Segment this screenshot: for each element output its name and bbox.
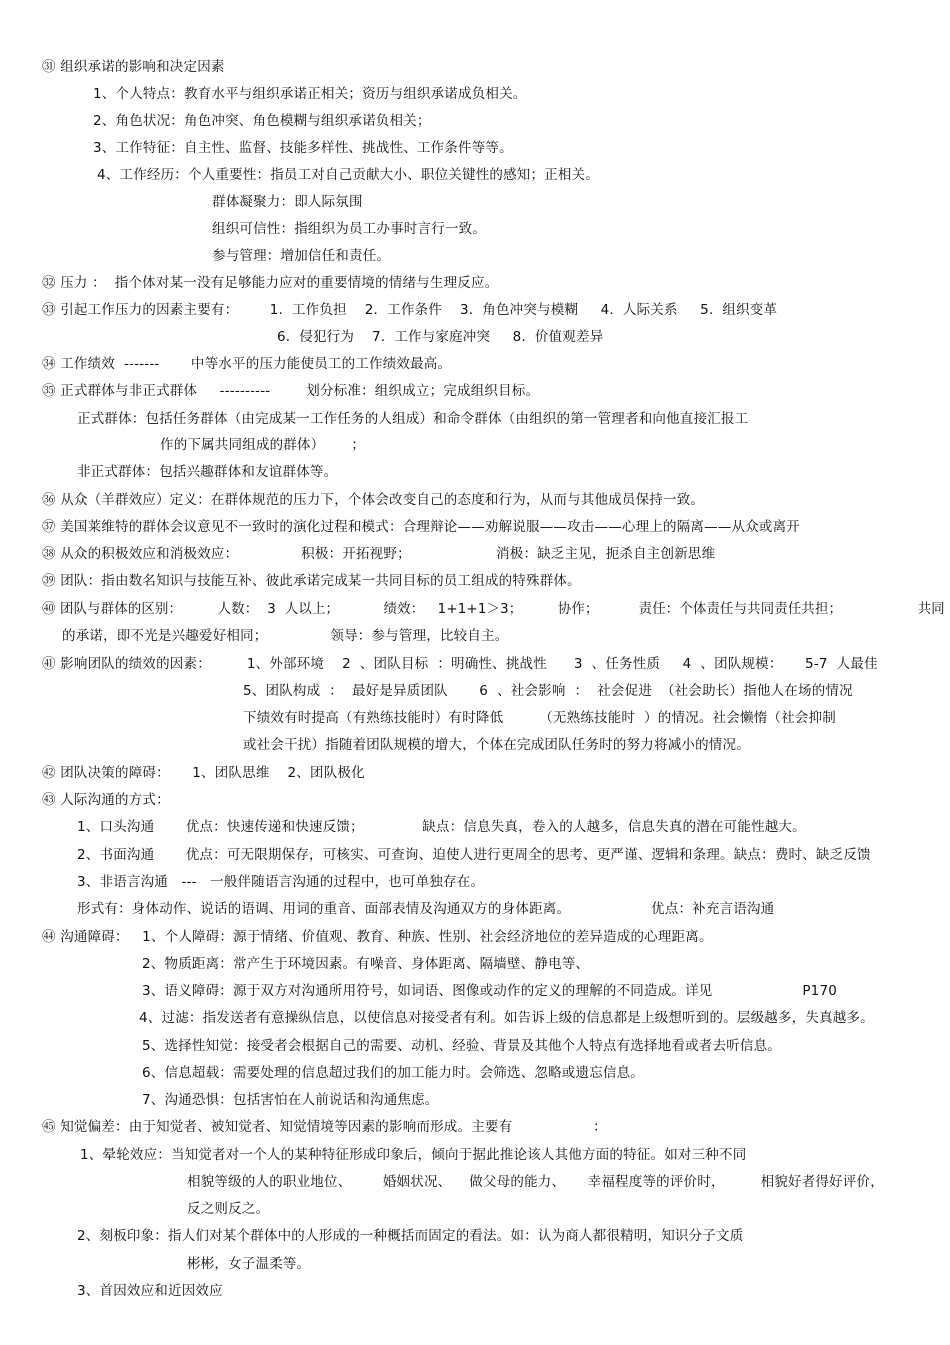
text-line: ㊳ 从众的积极效应和消极效应： 积极：开拓视野； 消极：缺乏主见，扼杀自主创新思维 xyxy=(42,546,716,562)
text-line: ㊷ 团队决策的障碍： 1、团队思维 2、团队极化 xyxy=(42,765,365,781)
text-line: 组织可信性：指组织为员工办事时言行一致。 xyxy=(212,221,486,237)
text-line: 3、首因效应和近因效应 xyxy=(77,1283,223,1299)
text-line: 的承诺，即不光是兴趣爱好相同； 领导：参与管理，比较自主。 xyxy=(62,628,509,644)
text-line: ㊹ 沟通障碍： 1、个人障碍：源于情绪、价值观、教育、种族、性别、社会经济地位的差异造成的心理距离。 xyxy=(42,929,713,945)
text-line: ㉝ 引起工作压力的因素主要有： 1. 工作负担 2．工作条件 3. 角色冲突与模糊 4. 人际关系 5. 组织变革 xyxy=(42,302,778,318)
text-line: 2、刻板印象：指人们对某个群体中的人形成的一种概括而固定的看法。如：认为商人都很精明，知识分子文质 xyxy=(77,1228,744,1244)
text-line: ㊵ 团队与群体的区别： 人数： 3 人以上； 绩效： 1+1+1＞3； 协作； 责任：个体责任与共同责任共担； 共同 xyxy=(42,601,945,617)
text-line: 4、过滤：指发送者有意操纵信息，以使信息对接受者有利。如告诉上级的信息都是上级想听到的。层级越多，失真越多。 xyxy=(139,1010,874,1026)
text-line: 1、口头沟通 优点：快速传递和快速反馈； 缺点：信息失真，卷入的人越多，信息失真的潜在可能性越大。 xyxy=(77,819,806,835)
text-line: 4、工作经历：个人重要性：指员工对自己贡献大小、职位关键性的感知；正相关。 xyxy=(97,167,599,183)
text-line: ㊸ 人际沟通的方式： xyxy=(42,792,170,808)
text-line: 2、书面沟通 优点：可无限期保存，可核实、可查询、迫使人进行更周全的思考、更严谨、逻辑和条理。缺点：费时、缺乏反馈 xyxy=(77,847,871,863)
text-line: ㊱ 从众（羊群效应）定义：在群体规范的压力下，个体会改变自己的态度和行为，从而与其他成员保持一致。 xyxy=(42,492,705,508)
text-line: 1、晕轮效应：当知觉者对一个人的某种特征形成印象后，倾向于据此推论该人其他方面的特征。如对三种不同 xyxy=(80,1147,747,1163)
text-line: ㉜ 压力 ： 指个体对某一没有足够能力应对的重要情境的情绪与生理反应。 xyxy=(42,275,499,291)
text-line: 作的下属共同组成的群体） ； xyxy=(160,437,366,453)
text-line: 2、角色状况：角色冲突、角色模糊与组织承诺负相关； xyxy=(93,113,431,129)
text-line: 相貌等级的人的职业地位、 婚姻状况、 做父母的能力、 幸福程度等的评价时， 相貌好者得好评价， xyxy=(187,1174,884,1190)
text-line: ㉟ 正式群体与非正式群体 ---------- 划分标准：组织成立；完成组织目标。 xyxy=(42,383,540,399)
text-line: ㉞ 工作绩效 ------- 中等水平的压力能使员工的工作绩效最高。 xyxy=(42,356,452,372)
text-line: 群体凝聚力：即人际氛围 xyxy=(212,194,363,210)
text-line: ㉛ 组织承诺的影响和决定因素 xyxy=(42,59,225,75)
text-line: 正式群体：包括任务群体（由完成某一工作任务的人组成）和命令群体（由组织的第一管理者和向他直接汇报工 xyxy=(77,411,749,427)
text-line: 1、个人特点：教育水平与组织承诺正相关；资历与组织承诺成负相关。 xyxy=(93,86,527,102)
text-line: ㊲ 美国莱维特的群体会议意见不一致时的演化过程和模式：合理辩论——劝解说服——攻击——心理上的隔离——从众或离开 xyxy=(42,519,800,535)
text-line: 下绩效有时提高（有熟练技能时）有时降低 （无熟练技能时 ）的情况。社会懒惰（社会抑制 xyxy=(243,710,836,726)
text-line: 5、选择性知觉：接受者会根据自己的需要、动机、经验、背景及其他个人特点有选择地看或者去听信息。 xyxy=(142,1038,781,1054)
text-line: ㊴ 团队：指由数名知识与技能互补、彼此承诺完成某一共同目标的员工组成的特殊群体。 xyxy=(42,573,581,589)
text-line: 5、团队构成 ： 最好是异质团队 6 、社会影响 ： 社会促进 （社会助长）指他人在场的情况 xyxy=(243,683,853,699)
text-line: 形式有：身体动作、说话的语调、用词的重音、面部表情及沟通双方的身体距离。 优点：补充言语沟通 xyxy=(77,901,775,917)
text-line: 6、信息超载：需要处理的信息超过我们的加工能力时。会筛选、忽略或遗忘信息。 xyxy=(142,1065,644,1081)
text-line: 2、物质距离：常产生于环境因素。有噪音、身体距离、隔墙壁、静电等、 xyxy=(142,956,590,972)
text-line: ㊶ 影响团队的绩效的因素： 1、外部环境 2 、团队目标 ：明确性、挑战性 3 、任务性质 4 、团队规模： 5-7 人最佳 xyxy=(42,656,878,672)
text-line: 3、非语言沟通 --- 一般伴随语言沟通的过程中，也可单独存在。 xyxy=(77,874,485,890)
text-line: 3、工作特征：自主性、监督、技能多样性、挑战性、工作条件等等。 xyxy=(93,140,513,156)
text-line: 反之则反之。 xyxy=(187,1201,270,1217)
text-line: 或社会干扰）指随着团队规模的增大，个体在完成团队任务时的努力将减小的情况。 xyxy=(243,737,750,753)
text-line: 参与管理：增加信任和责任。 xyxy=(212,248,391,264)
text-line: 7、沟通恐惧：包括害怕在人前说话和沟通焦虑。 xyxy=(142,1092,439,1108)
text-line: 彬彬，女子温柔等。 xyxy=(187,1256,311,1272)
text-line: 6. 侵犯行为 7. 工作与家庭冲突 8. 价值观差异 xyxy=(277,329,604,345)
text-line: ㊺ 知觉偏差：由于知觉者、被知觉者、知觉情境等因素的影响而形成。主要有 ： xyxy=(42,1119,607,1135)
text-line: 3、语义障碍：源于双方对沟通所用符号，如词语、图像或动作的定义的理解的不同造成。详见 P170 xyxy=(142,983,838,999)
text-line: 非正式群体：包括兴趣群体和友谊群体等。 xyxy=(77,464,338,480)
